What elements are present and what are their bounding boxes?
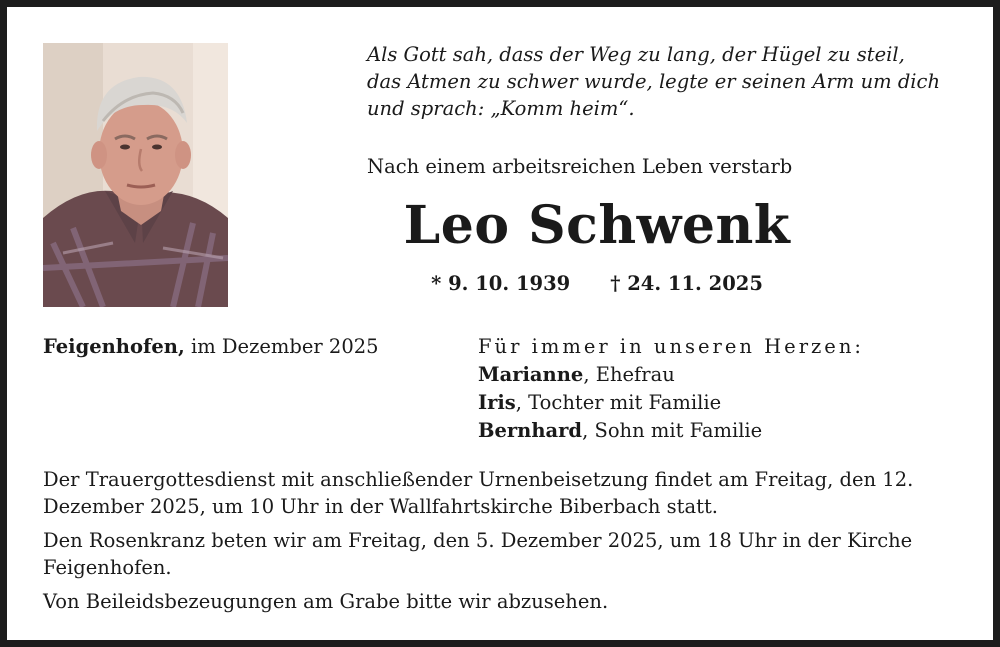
birth-date: * 9. 10. 1939 <box>431 272 571 295</box>
town-name: Feigenhofen, <box>43 335 185 358</box>
mourner-row <box>478 389 978 417</box>
mourner-relation: , Ehefrau <box>583 363 675 386</box>
death-date: † 24. 11. 2025 <box>610 272 763 295</box>
life-dates <box>337 270 857 297</box>
mourner-name: Marianne <box>478 363 584 386</box>
deceased-name: Leo Schwenk <box>403 195 791 256</box>
mourner-name: Bernhard <box>478 419 583 442</box>
place-and-date <box>43 333 443 360</box>
mourner-row <box>478 417 978 445</box>
mourner-row <box>478 361 978 389</box>
condolence-paragraph: Von Beileidsbezeugungen am Grabe bitte wir abzusehen. <box>43 590 609 613</box>
notice-date: im Dezember 2025 <box>184 335 379 358</box>
service-paragraph: Der Trauergottesdienst mit anschließender Urnenbeisetzung findet am Freitag, den 12. Dezember 2025, um 10 Uhr in der Wallfahrtskirche Biberbach statt. <box>43 468 914 518</box>
mourners-heading: Für immer in unseren Herzen: <box>478 335 864 358</box>
verse-line: das Atmen zu schwer wurde, legte er seinen Arm um dich <box>367 70 941 93</box>
mourners-block <box>478 333 978 445</box>
verse-line: Als Gott sah, dass der Weg zu lang, der Hügel zu steil, <box>367 43 905 66</box>
rosary-paragraph: Den Rosenkranz beten wir am Freitag, den 5. Dezember 2025, um 18 Uhr in der Kirche Feigenhofen. <box>43 529 913 579</box>
verse-line: und sprach: „Komm heim“. <box>367 97 635 120</box>
funeral-details <box>43 466 973 622</box>
mourner-relation: , Sohn mit Familie <box>582 419 763 442</box>
intro-text: Nach einem arbeitsreichen Leben verstarb <box>367 155 793 178</box>
mourner-relation: , Tochter mit Familie <box>515 391 722 414</box>
mourner-name: Iris <box>478 391 516 414</box>
portrait-photo <box>43 43 228 307</box>
memorial-verse <box>367 41 967 122</box>
